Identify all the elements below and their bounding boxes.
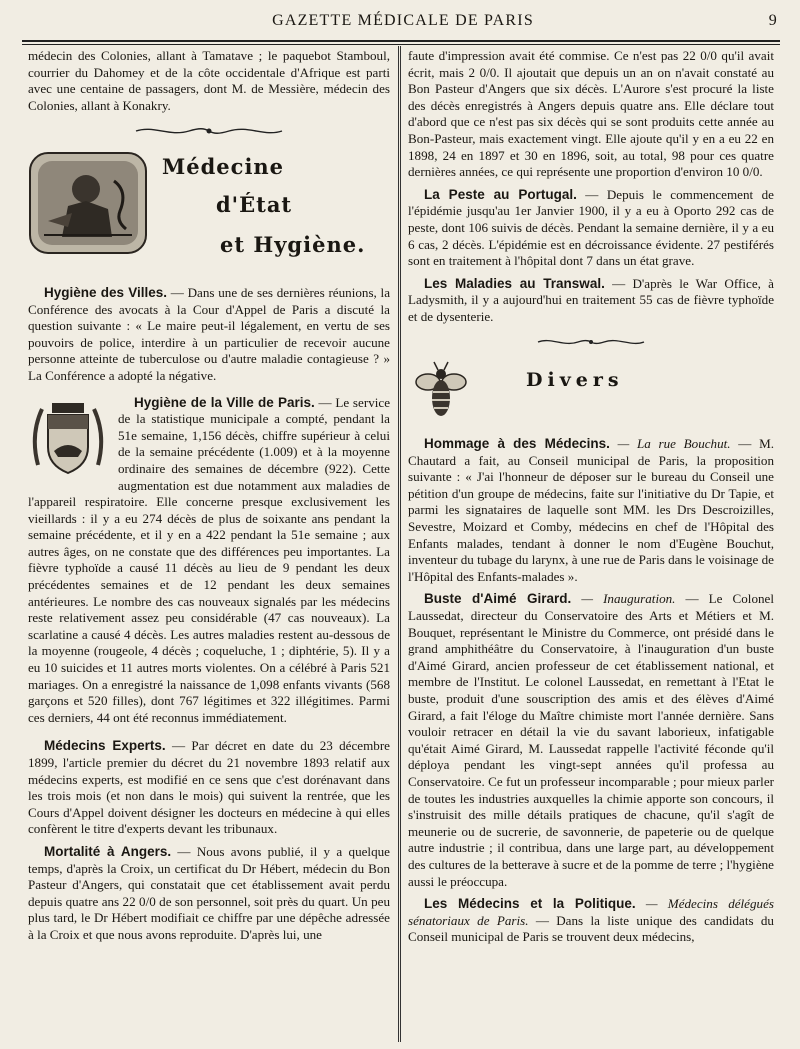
heading-transwal: Les Maladies au Transwal. [424,275,605,291]
article-hygiene-paris [28,395,390,733]
page-header [28,12,778,38]
section-title-line2: d'État [216,191,293,217]
header-rule [22,40,780,42]
medecine-section-title [28,151,390,277]
subtitle-politique: — Médecins délégués sénatoriaux de Paris. [408,896,774,928]
article-medecins-experts [28,738,390,838]
article-transwal [408,276,774,326]
text-buste-girard: — Le Colonel Laussedat, directeur du Conservatoire des Arts et Métiers et M. Bouquet, représentant le Ministre du Commerce, ont présidé dans le grand amphithéâtre du Conservatoire, à l'inauguration d'un buste d'Aimé Girard, ancien professeur de cet établissement national, et membre de l'Institut. Le colonel Laussedat, en remettant à l'Etat le buste, produit d'une souscription des amis et des élèves d'Aimé Girard, a fait l'éloge du Maître chimiste mort l'année dernière. Sans vouloir retracer en détail la vie du savant laborieux, infatigable qu'était Aimé Girard, M. Laussedat rappelle l'activité féconde qu'il déploya pendant les vingt-sept années qu'il professa au Conservatoire. Ce fut un professeur incomparable ; pour mieux parler de toutes les industries auxquelles la chimie apporte son concours, il s'instruisit des mille détails pratiques de chacune, qu'il s'agît de meunerie ou de sucrerie, de savonnerie, de papeterie ou de quelque autre industrie ; il contribua, dans une large part, au développement des cultures de la betterave à sucre et de la pomme de terre ; l'hygiène aussi le préoccupa. [408,591,774,889]
heading-mortalite-angers: Mortalité à Angers. [44,843,172,859]
flourish-ornament [28,124,390,143]
text-transwal: — D'après le War Office, à Ladysmith, il y a aujourd'hui en traitement 55 cas de fièvre typhoïde et de dysenterie. [408,275,774,324]
article-hommage [408,436,774,585]
heading-politique: Les Médecins et la Politique. [424,896,636,912]
subtitle-hommage: — La rue Bouchut. [617,436,731,452]
column-divider [398,46,401,1042]
divers-title: Divers [526,369,624,392]
article-politique [408,896,774,946]
flourish-icon [134,124,284,138]
text-mortalite-angers: — Nous avons publié, il y a quelque temps, d'après la Croix, un certificat du Dr Hébert, médecin du Bon Pasteur d'Angers, qui constatait que cet établissement avait perdu depuis quatre ans 22 0/0 de son personnel, soit près du quart. Un peu plus tard, le Dr Hébert modifiait ce chiffre par une dépêche adressée à la Croix et que nous avons reproduite. D'après lui, une [28,843,390,942]
divers-section-title [408,360,774,426]
heading-hygiene-paris: Hygiène de la Ville de Paris. [134,394,315,410]
paris-coat-of-arms-icon [28,395,108,479]
heading-hommage: Hommage à des Médecins. [424,436,610,452]
page-number: 9 [768,12,778,29]
gazette-title: GAZETTE MÉDICALE DE PARIS [272,12,534,29]
right-column [408,48,774,952]
article-peste-portugal [408,187,774,270]
section-title-line3: et Hygiène. [220,231,366,257]
heading-buste-girard: Buste d'Aimé Girard. [424,591,572,607]
text-peste-portugal: — Depuis le commencement de l'épidémie jusqu'au 1er Janvier 1900, il y a eu à Oporto 292 cas de peste, dont 106 suivis de décès. Pendant la semaine dernière, il y a eu 6 cas, 2 décès. L'épidémie est en décroissance évidente. 27 pestiférés sont en traitement à l'hôpital dont 7 dans un état grave. [408,186,774,269]
text-hommage: — M. Chautard a fait, au Conseil municipal de Paris, la proposition suivante : « J'ai l'honneur de déposer sur le bureau du Conseil une pétition d'un groupe de médecins, faite sur l'initiative du Dr Tapie, et parmi les signataires de laquelle sont MM. les Drs Descroizilles, Sevestre, Moizard et Comby, médecins en chef de l'Hôpital des Enfants malades, tendant à donner le nom d'Eugène Bouchut, inventeur du tubage du larynx, à une rue de Paris dans le voisinage de l'Hôpital des Enfants-malades ». [408,436,775,584]
intro-paragraph: médecin des Colonies, allant à Tamatave ; le paquebot Stamboul, courrier du Dahomey et de la côte occidentale d'Afrique est parti avec une centaine de passagers, dont M. de Messière, médecin des Colonies, allant à Konakry. [28,48,390,113]
medical-engraving-icon [28,151,148,255]
article-buste-girard [408,591,774,890]
text-medecins-experts: — Par décret en date du 23 décembre 1899, l'article premier du décret du 21 novembre 1893 relatif aux médecins experts, est modifié en ce sens que c'est dorénavant dans les trois mois (et non dans le mois) qui suivent la rentrée, que les Cours d'Appel doivent désigner les docteurs en médecine à qui elles confèrent le titre d'experts devant les tribunaux. [28,738,390,837]
text-hygiene-villes: — Dans une de ses dernières réunions, la Conférence des avocats à la Cour d'Appel de Paris a discuté la question suivante : « Le maire peut-il légalement, en vertu de ses pouvoirs de police, interdire à un particulier de recevoir aucune personne atteinte de tuberculose ou d'autre maladie contagieuse ? » La Conférence a adopté la négative. [28,284,391,383]
text-hygiene-paris: — Le service de la statistique municipale a compté, pendant la 51e semaine, 1,156 décès, chiffre supérieur à celui de la semaine précédente (1.009) et à la moyenne ordinaire des semaines de décembre (922). Cette augmentation est due notamment aux maladies de l'appareil respiratoire. Elle concerne presque exclusivement les vieillards : il y a eu 274 décès de plus de soixante ans pendant la semaine précédente, et il y en a 422 pendant la 51e semaine ; aux autres âges, on ne constate que des différences peu importantes. La fièvre typhoïde a causé 11 décès au lieu de 9 pendant les deux précédentes semaines et de 12 pendant les deux semaines antérieures. Le nombre des cas nouveaux signalés par les médecins reste relativement assez peu considérable (47 cas nouveaux). La scarlatine a causé 4 décès. Les autres maladies restent au-dessous de la moyenne (rougeole, 4 décès ; coqueluche, 1 ; diphtérie, 5). Il y a eu 10 suicides et 11 autres morts violentes. On a célébré à Paris 521 mariages. On a enregistré la naissance de 1,098 enfants vivants (568 garçons et 520 filles), dont 767 légitimes et 322 illégitimes. Parmi ces derniers, 44 ont été reconnus immédiatement. [28,394,391,725]
text-politique: — Dans la liste unique des candidats du Conseil municipal de Paris se trouvent deux médecins, [408,912,774,945]
left-column [28,48,390,950]
continuation-paragraph: faute d'impression avait été commise. Ce n'est pas 22 0/0 qu'il avait écrit, mais 2 0/0. Il ajoutait que depuis un an on n'avait constaté au Bon Pasteur d'Angers que six décès. L'Aurore s'est procuré la liste des décès enregistrés à Angers depuis quatre ans. Elle déclare tout d'abord que ce n'est pas six décès qui se sont produits cette année au Bon-Pasteur, mais exactement vingt. Elle ajoute qu'il y en a eu 22 en 1898, 24 en 1897 et 30 en 1896, soit, au total, 98 pour ces quatre dernières années, ce qui représente une proportion d'environ 10 0/0. [408,48,774,180]
heading-peste-portugal: La Peste au Portugal. [424,186,577,202]
flourish-icon [536,336,646,348]
article-hygiene-villes [28,285,390,385]
heading-hygiene-villes: Hygiène des Villes. [44,284,167,300]
subtitle-buste-girard: — Inauguration. [581,591,676,607]
flourish-ornament-right [408,336,774,353]
header-rule-thin [22,44,780,45]
heading-medecins-experts: Médecins Experts. [44,738,166,754]
bee-icon [414,360,468,422]
section-title-line1: Médecine [162,153,285,179]
article-mortalite-angers [28,844,390,944]
